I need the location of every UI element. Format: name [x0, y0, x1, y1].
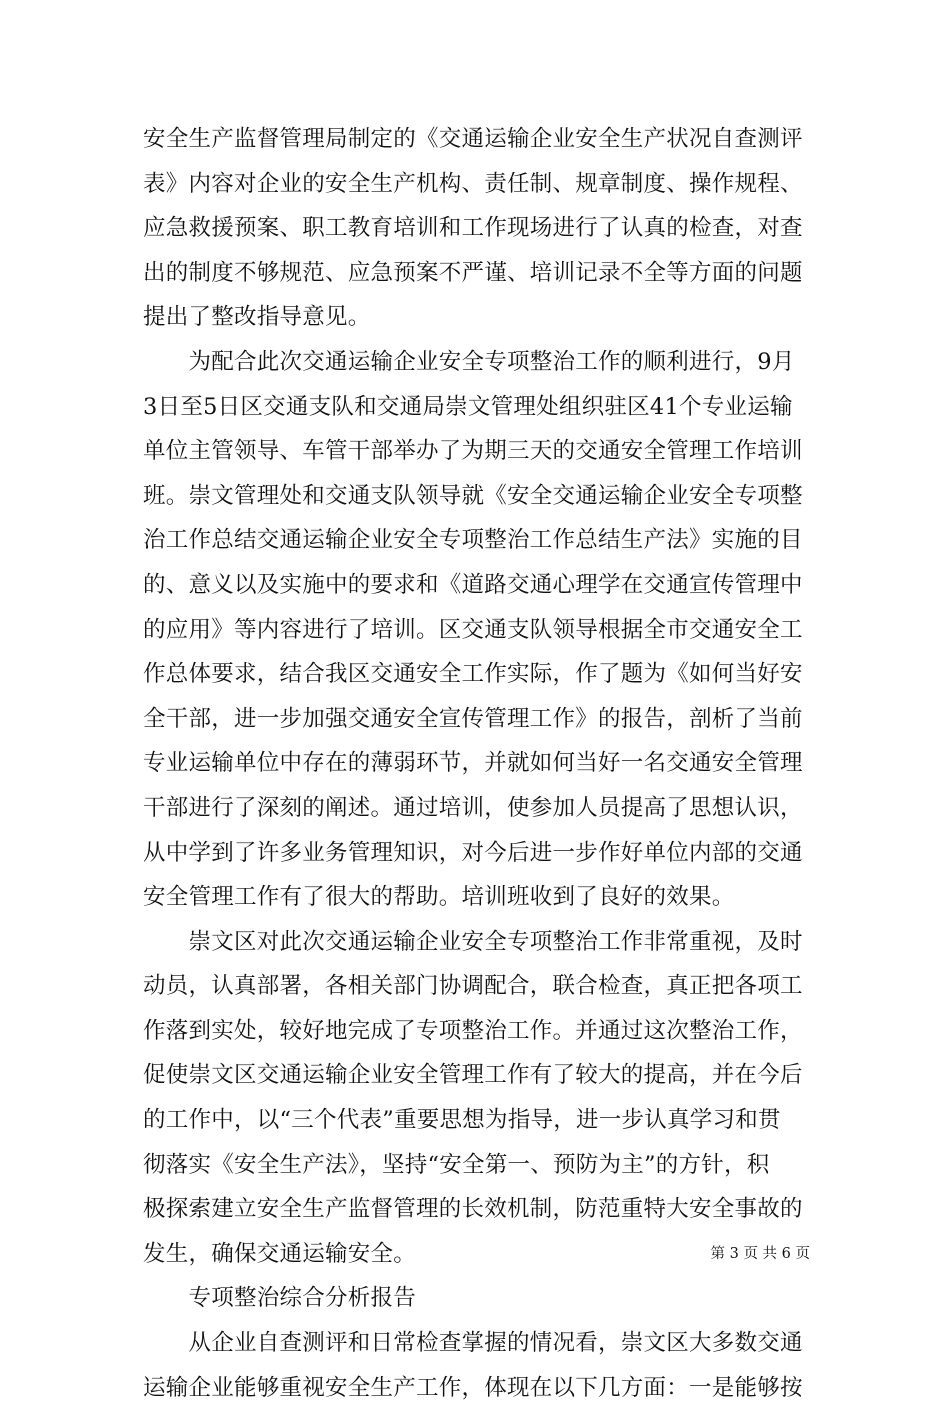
text-line: 的应用》等内容进行了培训。区交通支队领导根据全市交通安全工: [143, 616, 803, 643]
body-text: [143, 117, 813, 1410]
text-line: 运输企业能够重视安全生产工作，体现在以下几方面：一是能够按: [143, 1374, 803, 1401]
text-line: 全干部，进一步加强交通安全宣传管理工作》的报告，剖析了当前: [143, 705, 803, 732]
text-line: 3日至5日区交通支队和交通局崇文管理处组织驻区41个专业运输: [143, 393, 793, 420]
text-line: 单位主管领导、车管干部举办了为期三天的交通安全管理工作培训: [143, 438, 803, 465]
text-line: 出的制度不够规范、应急预案不严谨、培训记录不全等方面的问题: [143, 259, 803, 286]
text-line: 为配合此次交通运输企业安全专项整治工作的顺利进行，9月: [143, 348, 795, 375]
text-line: 崇文区对此次交通运输企业安全专项整治工作非常重视，及时: [143, 928, 803, 955]
text-line: 极探索建立安全生产监督管理的长效机制，防范重特大安全事故的: [143, 1196, 803, 1223]
text-line: 作落到实处，较好地完成了专项整治工作。并通过这次整治工作，: [143, 1017, 803, 1044]
text-line: 的、意义以及实施中的要求和《道路交通心理学在交通宣传管理中: [143, 571, 803, 598]
text-line: 从中学到了许多业务管理知识，对今后进一步作好单位内部的交通: [143, 839, 803, 866]
text-line: 促使崇文区交通运输企业安全管理工作有了较大的提高，并在今后: [143, 1062, 803, 1089]
text-line: 安全管理工作有了很大的帮助。培训班收到了良好的效果。: [143, 884, 735, 911]
text-line: 从企业自查测评和日常检查掌握的情况看，崇文区大多数交通: [143, 1330, 803, 1357]
text-line: 专业运输单位中存在的薄弱环节，并就如何当好一名交通安全管理: [143, 750, 803, 777]
text-line: 表》内容对企业的安全生产机构、责任制、规章制度、操作规程、: [143, 170, 803, 197]
text-line: 治工作总结交通运输企业安全专项整治工作总结生产法》实施的目: [143, 527, 803, 554]
text-line: 干部进行了深刻的阐述。通过培训，使参加人员提高了思想认识，: [143, 794, 803, 821]
text-line: 发生，确保交通运输安全。: [143, 1240, 417, 1267]
text-line: 的工作中，以“三个代表”重要思想为指导，进一步认真学习和贯: [143, 1107, 781, 1134]
section-heading: 专项整治综合分析报告: [143, 1285, 417, 1312]
text-line: 彻落实《安全生产法》，坚持“安全第一、预防为主”的方针，积: [143, 1151, 770, 1178]
text-line: 安全生产监督管理局制定的《交通运输企业安全生产状况自查测评: [143, 126, 803, 152]
text-line: 提出了整改指导意见。: [143, 304, 371, 331]
text-line: 动员，认真部署，各相关部门协调配合，联合检查，真正把各项工: [143, 973, 803, 1000]
page-number: 第 3 页 共 6 页: [710, 1246, 810, 1262]
text-line: 应急救援预案、职工教育培训和工作现场进行了认真的检查，对查: [143, 215, 803, 242]
text-line: 作总体要求，结合我区交通安全工作实际，作了题为《如何当好安: [143, 661, 803, 688]
text-line: 班。崇文管理处和交通支队领导就《安全交通运输企业安全专项整: [143, 482, 803, 509]
